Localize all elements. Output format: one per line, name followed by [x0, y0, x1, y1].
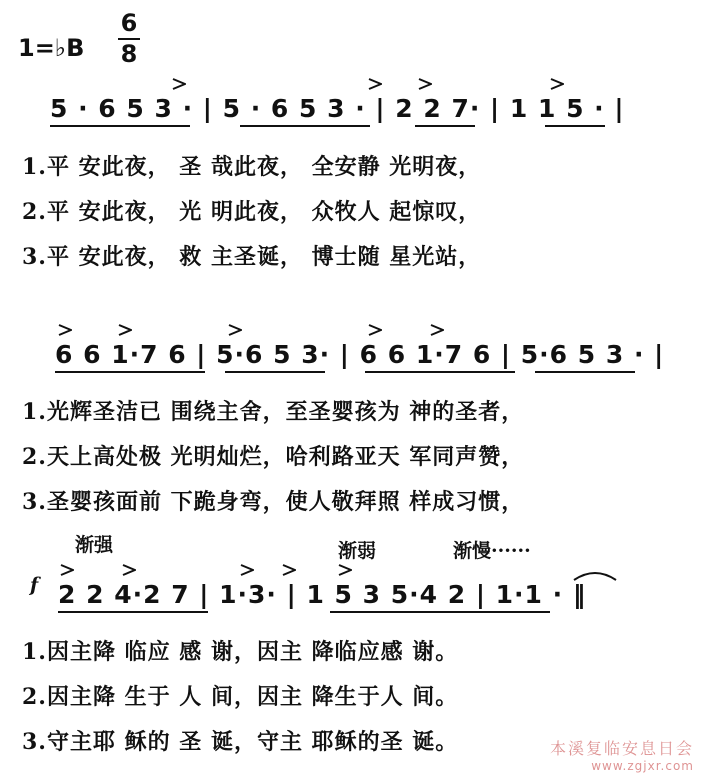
lyric-line: 3.平 安此夜， 救 主圣诞， 博士随 星光站，: [22, 244, 482, 270]
accent-mark: [418, 78, 432, 90]
meter-bottom: 8: [120, 40, 138, 68]
beam-line: [545, 125, 605, 127]
accent-mark: [240, 564, 254, 576]
beam-line: [225, 371, 325, 373]
watermark-title: 本溪复临安息日会: [549, 739, 694, 758]
watermark: [550, 736, 694, 773]
beam-line: [330, 611, 550, 613]
accent-mark: [368, 324, 382, 336]
lyric-line: 1.因主降 临应 感 谢，因主 降临应感 谢。: [22, 639, 459, 665]
notation-line-2: 6 6 1·7 6 | 5·6 5 3· | 6 6 1·7 6 | 5·6 5 3 · |: [55, 340, 665, 369]
beam-line: [535, 371, 635, 373]
notation-line-3: 2 2 4·2 7 | 1·3· | 1 5 3 5·4 2 | 1·1 · ‖: [58, 580, 587, 609]
accent-mark: [282, 564, 296, 576]
lyric-line: 2.平 安此夜， 光 明此夜， 众牧人 起惊叹，: [22, 199, 482, 225]
key-signature: 1=♭B: [18, 34, 85, 62]
notation-line-1: 5 · 6 5 3 · | 5 · 6 5 3 · | 2 2 7· | 1 1 5 · |: [50, 94, 625, 123]
accent-mark: [228, 324, 242, 336]
crescendo-marking: 渐强: [75, 534, 114, 556]
lyric-line: 1.平 安此夜， 圣 哉此夜， 全安静 光明夜，: [22, 154, 482, 180]
accent-mark: [60, 564, 74, 576]
beam-line: [55, 371, 205, 373]
accent-mark: [118, 324, 132, 336]
watermark-url: www.zgjxr.com: [591, 759, 694, 773]
beam-line: [50, 125, 190, 127]
lyric-line: 3.圣婴孩面前 下跪身弯，使人敬拜照 样成习惯，: [22, 489, 525, 515]
beam-line: [58, 611, 208, 613]
diminuendo-marking: 渐弱: [338, 540, 377, 562]
accent-mark: [550, 78, 564, 90]
accent-mark: [172, 78, 186, 90]
accent-mark: [338, 564, 352, 576]
accent-mark: [368, 78, 382, 90]
lyric-line: 2.天上高处极 光明灿烂，哈利路亚天 军同声赞，: [22, 444, 525, 470]
ritardando-marking: 渐慢······: [453, 540, 531, 562]
lyric-line: 2.因主降 生于 人 间，因主 降生于人 间。: [22, 684, 459, 710]
accent-mark: [58, 324, 72, 336]
beam-line: [365, 371, 515, 373]
time-signature: [118, 10, 140, 68]
lyric-line: 3.守主耶 稣的 圣 诞，守主 耶稣的圣 诞。: [22, 729, 459, 755]
forte-marking: f: [30, 574, 39, 596]
accent-mark: [430, 324, 444, 336]
meter-top: 6: [120, 9, 138, 37]
accent-mark: [122, 564, 136, 576]
beam-line: [415, 125, 475, 127]
lyric-line: 1.光辉圣洁已 围绕主舍，至圣婴孩为 神的圣者，: [22, 399, 525, 425]
tie-arc: [572, 566, 618, 582]
beam-line: [240, 125, 370, 127]
